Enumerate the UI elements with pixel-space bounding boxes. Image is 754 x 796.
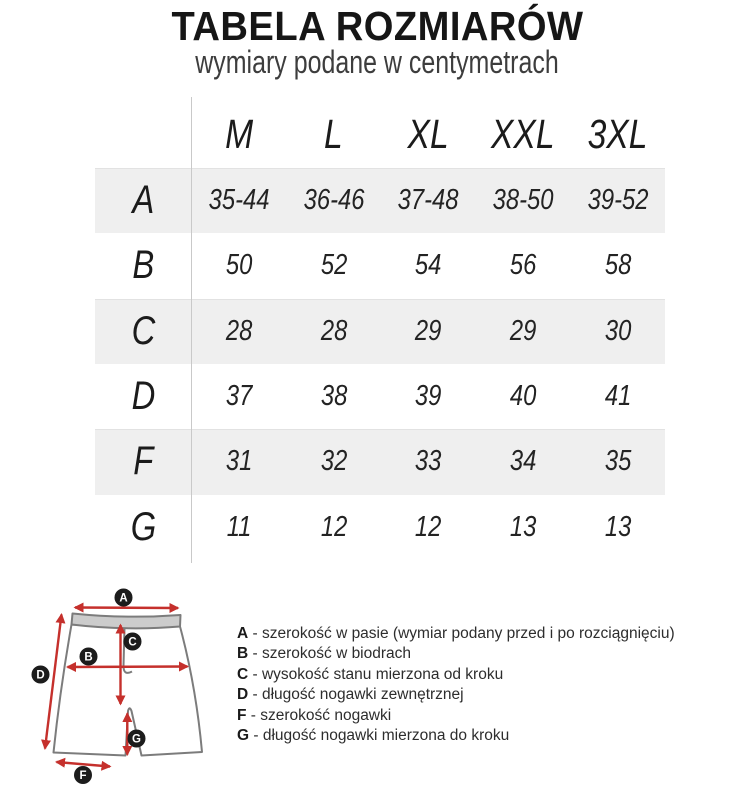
size-value: 40 [509, 380, 537, 413]
row-label-cell [95, 168, 192, 233]
table-row-band [95, 429, 665, 494]
column-header-m [192, 100, 287, 168]
column-header-3xl [570, 100, 665, 168]
legend-item-f [237, 706, 675, 726]
size-value-cell [570, 364, 665, 429]
svg-text:G: G [132, 733, 141, 746]
table-row-f [0, 429, 754, 494]
size-value-cell [570, 495, 665, 560]
size-value-cell [381, 299, 476, 364]
size-value: 37 [226, 380, 253, 413]
size-value: 13 [509, 510, 537, 543]
column-header-text: L [324, 110, 344, 157]
size-value-cell [287, 168, 382, 233]
size-value: 33 [415, 445, 442, 478]
row-label-cell [95, 364, 192, 429]
size-value: 37-48 [398, 184, 459, 217]
legend-letter: D [237, 686, 249, 704]
size-value: 54 [415, 249, 442, 282]
legend-description: szerokość w pasie (wymiar podany przed i po rozciągnięciu) [261, 625, 675, 642]
row-label: G [130, 504, 157, 549]
page-subtitle: wymiary podane w centymetrach [195, 44, 559, 80]
size-value-cell [287, 364, 382, 429]
svg-text:C: C [128, 636, 137, 649]
table-row-g [0, 495, 754, 560]
legend-letter: G [237, 727, 250, 745]
size-value-cell [476, 429, 571, 494]
measure-arrow-a [75, 608, 178, 609]
shorts-waistband [72, 614, 181, 629]
size-value: 38 [320, 380, 348, 413]
badge-f-icon [74, 766, 92, 784]
table-divider-line [191, 97, 192, 563]
table-row-band [95, 299, 665, 364]
size-table [0, 100, 754, 560]
row-label: C [131, 308, 156, 353]
legend-separator: - [248, 665, 262, 683]
column-header-text: M [225, 110, 254, 157]
column-header-text: 3XL [587, 110, 648, 157]
legend-item-c [237, 665, 675, 685]
column-header-text: XXL [491, 110, 555, 157]
measurement-legend [237, 624, 675, 746]
legend-letter: A [237, 625, 249, 642]
size-value-cell [287, 429, 382, 494]
table-corner-spacer [0, 100, 192, 168]
size-value-cell [570, 168, 665, 233]
svg-text:A: A [119, 592, 128, 605]
legend-item-b [237, 644, 675, 664]
badge-d-icon [32, 666, 50, 684]
size-table-header-row [0, 100, 754, 168]
size-value-cell [476, 233, 571, 298]
size-value: 34 [509, 445, 537, 478]
size-value-cell [570, 299, 665, 364]
size-value-cell [476, 364, 571, 429]
legend-separator: - [249, 727, 263, 745]
size-value: 32 [320, 445, 348, 478]
size-value: 50 [226, 249, 253, 282]
column-header-text: XL [407, 110, 450, 157]
column-header-xl [381, 100, 476, 168]
svg-text:B: B [84, 651, 93, 664]
size-value-cell [381, 168, 476, 233]
size-value: 39 [415, 380, 442, 413]
size-value-cell [476, 495, 571, 560]
size-value: 58 [604, 249, 631, 282]
size-value-cell [192, 168, 287, 233]
size-value-cell [287, 233, 382, 298]
size-value: 52 [320, 249, 348, 282]
svg-text:D: D [36, 669, 45, 682]
table-row-band [95, 168, 665, 233]
size-value-cell [570, 233, 665, 298]
size-value-cell [476, 299, 571, 364]
size-value: 36-46 [303, 184, 365, 217]
size-value: 30 [604, 314, 631, 347]
legend-separator: - [248, 645, 262, 663]
row-label-cell [95, 429, 192, 494]
legend-item-d [237, 685, 675, 705]
legend-letter: F [237, 706, 247, 724]
row-label-cell [95, 233, 192, 298]
legend-separator: - [248, 625, 262, 642]
size-value: 41 [604, 380, 631, 413]
page-title: TABELA ROZMIARÓW [171, 3, 583, 49]
size-value: 39-52 [587, 184, 649, 217]
size-value-cell [192, 364, 287, 429]
legend-description: szerokość nogawki [260, 706, 392, 724]
size-value-cell [192, 429, 287, 494]
size-table-body [0, 168, 754, 560]
row-label: D [131, 374, 156, 419]
legend-description: wysokość stanu mierzona od kroku [261, 665, 504, 683]
table-row-band [95, 233, 665, 298]
size-value-cell [192, 299, 287, 364]
size-value-cell [287, 495, 382, 560]
column-header-xxl [476, 100, 571, 168]
size-value-cell [381, 364, 476, 429]
size-value: 11 [226, 510, 252, 543]
column-header-l [287, 100, 382, 168]
size-value: 35-44 [208, 184, 270, 217]
table-row-d [0, 364, 754, 429]
table-row-band [95, 495, 665, 560]
size-value: 28 [226, 314, 253, 347]
svg-text:F: F [79, 770, 87, 783]
legend-letter: C [237, 665, 249, 683]
size-value-cell [192, 233, 287, 298]
legend-item-g [237, 726, 675, 746]
badge-b-icon [80, 648, 98, 666]
size-value-cell [192, 495, 287, 560]
legend-separator: - [248, 686, 262, 704]
size-value: 35 [604, 445, 631, 478]
size-value-cell [287, 299, 382, 364]
size-value-cell [381, 495, 476, 560]
row-label-cell [95, 495, 192, 560]
table-row-b [0, 233, 754, 298]
size-value-cell [381, 233, 476, 298]
table-row-a [0, 168, 754, 233]
size-value-cell [476, 168, 571, 233]
size-value-cell [381, 429, 476, 494]
badge-c-icon [124, 633, 142, 651]
table-row-band [95, 364, 665, 429]
size-value: 13 [604, 510, 631, 543]
legend-separator: - [246, 706, 261, 724]
legend-description: długość nogawki zewnętrznej [261, 686, 464, 704]
measure-arrow-f [57, 762, 111, 767]
badge-g-icon [128, 730, 146, 748]
shorts-measurement-diagram [18, 586, 238, 796]
measure-arrow-b [68, 667, 188, 668]
legend-item-a [237, 624, 675, 644]
size-value: 29 [509, 314, 537, 347]
row-label-cell [95, 299, 192, 364]
size-value: 28 [320, 314, 348, 347]
legend-letter: B [237, 645, 249, 663]
size-value: 56 [509, 249, 537, 282]
table-row-c [0, 299, 754, 364]
size-value-cell [570, 429, 665, 494]
row-label: A [132, 178, 155, 223]
badge-a-icon [115, 589, 133, 607]
size-value: 12 [415, 510, 442, 543]
size-value: 12 [320, 510, 348, 543]
row-label: F [133, 439, 154, 484]
size-value: 31 [226, 445, 253, 478]
row-label: B [132, 243, 155, 288]
legend-description: długość nogawki mierzona do kroku [262, 727, 510, 745]
size-value: 29 [415, 314, 442, 347]
size-value: 38-50 [492, 184, 554, 217]
legend-description: szerokość w biodrach [261, 645, 412, 663]
